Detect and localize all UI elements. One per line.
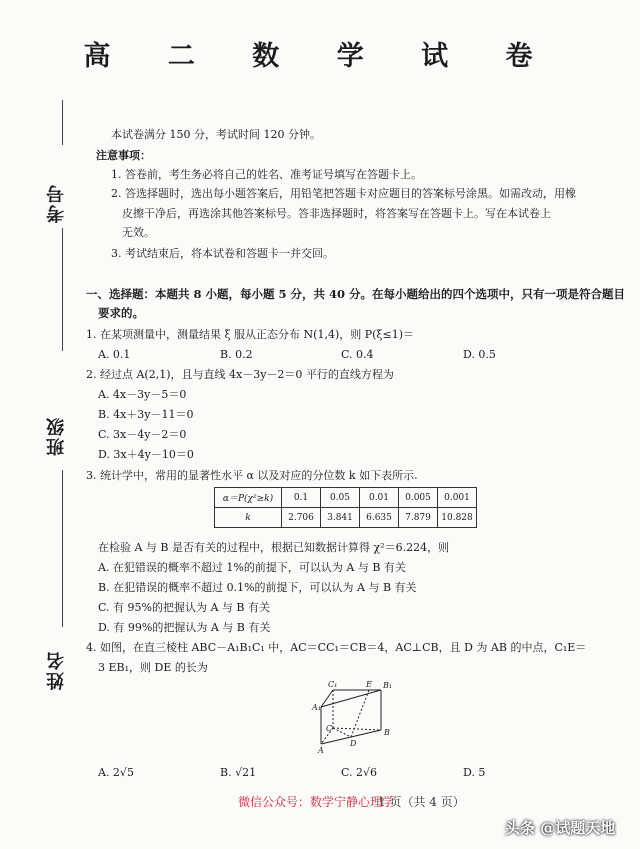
segment-d-e [351, 690, 369, 737]
notice-item: 无效。 [122, 226, 155, 239]
table-cell: 10.828 [438, 508, 477, 528]
segment-c-d [333, 728, 351, 737]
question-2-option-a: A. 4x－3y－5＝0 [98, 388, 187, 401]
watermark: 头条 @试题天地 [505, 819, 616, 837]
table-cell: 0.05 [321, 488, 360, 508]
table-row [215, 488, 477, 508]
label-e: E [366, 680, 372, 689]
question-1-option-a: A. 0.1 [98, 348, 131, 361]
significance-table [214, 487, 477, 528]
question-1-option-b: B. 0.2 [220, 348, 253, 361]
question-1-option-d: D. 0.5 [463, 348, 496, 361]
question-3-option-a: A. 在犯错误的概率不超过 1%的前提下，可以认为 A 与 B 有关 [98, 561, 406, 574]
notice-item: 2. 答选择题时，选出每小题答案后，用铅笔把答题卡对应题目的答案标号涂黑。如需改动，用橡 [111, 187, 576, 200]
label-c: C [326, 724, 333, 733]
label-b1: B₁ [383, 681, 393, 690]
table-cell: 0.01 [360, 488, 399, 508]
question-4-stem: 4. 如图，在直三棱柱 ABC－A₁B₁C₁ 中，AC＝CC₁＝CB＝4，AC⊥CB，且 D 为 AB 的中点，C₁E＝ [86, 641, 587, 654]
question-3-option-d: D. 有 99%的把握认为 A 与 B 有关 [98, 621, 271, 634]
label-d: D [350, 739, 357, 748]
margin-divider [62, 100, 63, 145]
side-label-name: 姓名 [46, 650, 67, 690]
page-title: 高 二 数 学 试 卷 [83, 41, 557, 72]
table-cell: 2.706 [282, 508, 321, 528]
label-a: A [318, 746, 324, 754]
question-3-stem: 3. 统计学中，常用的显著性水平 α 以及对应的分位数 k 如下表所示. [86, 469, 418, 482]
table-cell: 3.841 [321, 508, 360, 528]
label-b: B [384, 728, 390, 737]
question-2-option-d: D. 3x＋4y－10＝0 [98, 448, 194, 461]
notice-item: 3. 考试结束后，将本试卷和答题卡一并交回。 [111, 247, 334, 260]
table-row-label: α＝P(χ²≥k) [215, 488, 282, 508]
label-a1: A₁ [312, 703, 321, 712]
label-c1: C₁ [328, 680, 338, 689]
side-label-class: 班级 [46, 416, 67, 456]
footer-page-number: 1 页（共 4 页） [378, 795, 465, 809]
table-row-label: k [215, 508, 282, 528]
question-4-option-b: B. √21 [220, 766, 257, 779]
question-1-stem: 1. 在某项测量中，测量结果 ξ 服从正态分布 N(1,4)，则 P(ξ≤1)＝ [86, 328, 414, 341]
question-4-option-d: D. 5 [463, 766, 486, 779]
question-3-option-b: B. 在犯错误的概率不超过 0.1%的前提下，可以认为 A 与 B 有关 [98, 581, 417, 594]
notice-item: 1. 答卷前，考生务必将自己的姓名、准考证号填写在答题卡上。 [111, 168, 422, 181]
question-4-option-a: A. 2√5 [98, 766, 134, 779]
margin-divider [62, 470, 63, 627]
edge-c-b [333, 728, 381, 730]
notice-heading: 注意事项： [96, 149, 151, 162]
question-3-text: 在检验 A 与 B 是否有关的过程中，根据已知数据计算得 χ²＝6.224，则 [98, 541, 450, 554]
question-3-option-c: C. 有 95%的把握认为 A 与 B 有关 [98, 601, 270, 614]
table-cell: 0.005 [399, 488, 438, 508]
notice-item: 皮擦干净后，再选涂其他答案标号。答非选择题时，将答案写在答题卡上。写在本试卷上 [122, 207, 551, 220]
question-2-option-c: C. 3x－4y－2＝0 [98, 428, 187, 441]
margin-divider [62, 228, 63, 351]
table-cell: 7.879 [399, 508, 438, 528]
question-2-option-b: B. 4x＋3y－11＝0 [98, 408, 194, 421]
table-cell: 6.635 [360, 508, 399, 528]
intro-text: 本试卷满分 150 分，考试时间 120 分钟。 [111, 128, 321, 141]
section-heading-cont: 要求的。 [98, 306, 144, 320]
table-row [215, 508, 477, 528]
section-heading: 一、选择题：本题共 8 小题，每小题 5 分，共 40 分。在每小题给出的四个选项中，只有一项是符合题目 [86, 287, 626, 301]
table-cell: 0.001 [438, 488, 477, 508]
question-2-stem: 2. 经过点 A(2,1)，且与直线 4x－3y－2＝0 平行的直线方程为 [86, 368, 394, 381]
side-label-exam-no: 考号 [46, 183, 67, 223]
table-cell: 0.1 [282, 488, 321, 508]
question-1-option-c: C. 0.4 [341, 348, 374, 361]
question-4-stem-cont: 3 EB₁，则 DE 的长为 [98, 661, 208, 674]
footer-source: 微信公众号：数学宁静心理学 [238, 795, 395, 809]
edge-a1-b1 [321, 690, 381, 707]
prism-figure [300, 678, 410, 754]
question-4-option-c: C. 2√6 [341, 766, 378, 779]
